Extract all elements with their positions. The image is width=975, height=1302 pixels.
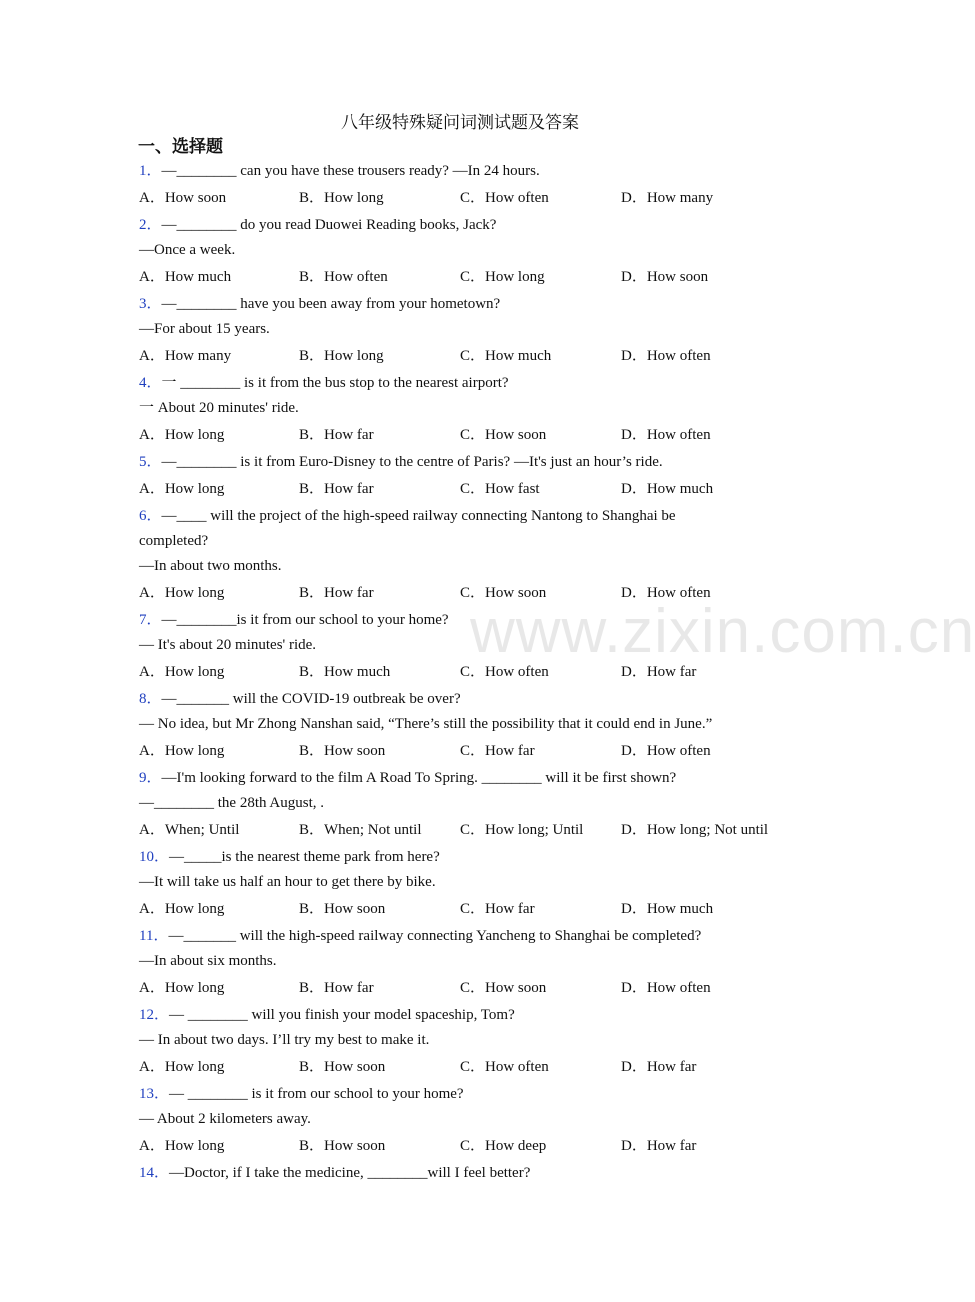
question-number: 4．	[139, 375, 162, 391]
option-c[interactable]: C．How fast	[460, 481, 540, 497]
option-c[interactable]: C．How far	[460, 901, 535, 917]
question-text: —_______ will the COVID-19 outbreak be over?	[161, 691, 461, 707]
question-line	[139, 951, 277, 971]
question-text: — ________ will you finish your model spaceship, Tom?	[169, 1007, 515, 1023]
question-text: —In about two months.	[139, 558, 282, 574]
option-b[interactable]: B．How much	[299, 664, 391, 680]
option-b[interactable]: B．When; Not until	[299, 822, 422, 838]
question-text: —In about six months.	[139, 953, 277, 969]
question-stem	[139, 506, 676, 526]
option-c[interactable]: C．How often	[460, 190, 549, 206]
option-c[interactable]: C．How long	[460, 269, 545, 285]
question-line	[139, 240, 235, 260]
question-stem	[139, 452, 663, 472]
question-line	[139, 793, 324, 813]
section-heading: 一、选择题	[138, 137, 223, 156]
question-line	[139, 531, 208, 551]
question-text: —________ do you read Duowei Reading books, Jack?	[161, 217, 497, 233]
option-d[interactable]: D．How many	[621, 190, 714, 206]
question-stem	[139, 161, 540, 181]
option-b[interactable]: B．How long	[299, 348, 384, 364]
option-d[interactable]: D．How often	[621, 585, 711, 601]
option-c[interactable]: C．How often	[460, 1059, 549, 1075]
question-line	[139, 319, 270, 339]
option-a[interactable]: A．How many	[139, 348, 232, 364]
question-line	[139, 1030, 429, 1050]
question-text: 一 ________ is it from the bus stop to the nearest airport?	[161, 375, 509, 391]
question-text: —I'm looking forward to the film A Road To Spring. ________ will it be first shown?	[161, 770, 677, 786]
question-line	[139, 1109, 311, 1129]
option-c[interactable]: C．How long; Until	[460, 822, 584, 838]
question-text: completed?	[139, 533, 209, 549]
question-number: 7．	[139, 612, 162, 628]
question-text: — ________ is it from our school to your home?	[169, 1086, 464, 1102]
question-number: 8．	[139, 691, 162, 707]
question-number: 11．	[139, 928, 169, 944]
option-c[interactable]: C．How far	[460, 743, 535, 759]
question-stem	[139, 926, 701, 946]
option-b[interactable]: B．How soon	[299, 743, 386, 759]
option-d[interactable]: D．How long; Not until	[621, 822, 769, 838]
question-line	[139, 398, 299, 418]
option-a[interactable]: A．How long	[139, 743, 225, 759]
option-b[interactable]: B．How often	[299, 269, 388, 285]
watermark: www.zixin.com.cn	[470, 597, 975, 666]
option-b[interactable]: B．How far	[299, 980, 374, 996]
question-stem	[139, 294, 500, 314]
question-text: — It's about 20 minutes' ride.	[139, 637, 317, 653]
question-text: — No idea, but Mr Zhong Nanshan said, “There’s still the possibility that it could end in June.”	[139, 716, 713, 732]
question-stem	[139, 847, 440, 867]
option-b[interactable]: B．How soon	[299, 1138, 386, 1154]
option-a[interactable]: A．How long	[139, 1138, 225, 1154]
option-a[interactable]: A．How long	[139, 664, 225, 680]
option-d[interactable]: D．How often	[621, 427, 711, 443]
question-text: —Once a week.	[139, 242, 236, 258]
question-text: —________ have you been away from your hometown?	[161, 296, 501, 312]
question-number: 13．	[139, 1086, 170, 1102]
option-c[interactable]: C．How deep	[460, 1138, 547, 1154]
option-d[interactable]: D．How far	[621, 1059, 697, 1075]
option-c[interactable]: C．How soon	[460, 980, 547, 996]
option-a[interactable]: A．How long	[139, 901, 225, 917]
option-a[interactable]: A．When; Until	[139, 822, 240, 838]
question-text: —________is it from our school to your home?	[161, 612, 449, 628]
question-stem	[139, 373, 509, 393]
option-a[interactable]: A．How long	[139, 585, 225, 601]
question-line	[139, 872, 436, 892]
question-number: 6．	[139, 508, 162, 524]
question-line	[139, 714, 712, 734]
question-stem	[139, 689, 461, 709]
option-a[interactable]: A．How long	[139, 1059, 225, 1075]
page-title: 八年级特殊疑问词测试题及答案	[341, 113, 579, 132]
question-text: —________ is it from Euro-Disney to the centre of Paris? —It's just an hour’s ride.	[161, 454, 663, 470]
question-text: —It will take us half an hour to get there by bike.	[139, 874, 436, 890]
question-number: 9．	[139, 770, 162, 786]
option-a[interactable]: A．How long	[139, 481, 225, 497]
option-d[interactable]: D．How often	[621, 743, 711, 759]
question-text: — About 2 kilometers away.	[139, 1111, 311, 1127]
question-text: —_____is the nearest theme park from here?	[169, 849, 440, 865]
option-c[interactable]: C．How soon	[460, 427, 547, 443]
option-a[interactable]: A．How soon	[139, 190, 227, 206]
question-number: 10．	[139, 849, 170, 865]
option-b[interactable]: B．How long	[299, 190, 384, 206]
option-b[interactable]: B．How soon	[299, 1059, 386, 1075]
option-d[interactable]: D．How often	[621, 348, 711, 364]
question-number: 1．	[139, 163, 162, 179]
option-d[interactable]: D．How much	[621, 901, 714, 917]
option-a[interactable]: A．How long	[139, 427, 225, 443]
question-stem	[139, 1163, 530, 1183]
option-d[interactable]: D．How far	[621, 1138, 697, 1154]
option-d[interactable]: D．How far	[621, 664, 697, 680]
question-number: 2．	[139, 217, 162, 233]
question-number: 5．	[139, 454, 162, 470]
option-a[interactable]: A．How much	[139, 269, 232, 285]
question-stem	[139, 610, 449, 630]
option-b[interactable]: B．How soon	[299, 901, 386, 917]
option-b[interactable]: B．How far	[299, 481, 374, 497]
question-stem	[139, 1084, 464, 1104]
question-stem	[139, 768, 676, 788]
question-number: 14．	[139, 1165, 170, 1181]
question-stem	[139, 1005, 515, 1025]
option-c[interactable]: C．How much	[460, 348, 552, 364]
question-text: —____ will the project of the high-speed railway connecting Nantong to Shanghai be	[161, 508, 676, 524]
question-text: —________ can you have these trousers ready? —In 24 hours.	[161, 163, 540, 179]
question-text: —________ the 28th August, .	[139, 795, 325, 811]
option-d[interactable]: D．How soon	[621, 269, 709, 285]
option-b[interactable]: B．How far	[299, 427, 374, 443]
question-text: — In about two days. I’ll try my best to make it.	[139, 1032, 430, 1048]
question-text: 一 About 20 minutes' ride.	[139, 400, 299, 416]
question-stem	[139, 215, 496, 235]
option-d[interactable]: D．How much	[621, 481, 714, 497]
question-line	[139, 635, 316, 655]
question-number: 3．	[139, 296, 162, 312]
option-b[interactable]: B．How far	[299, 585, 374, 601]
question-line	[139, 556, 282, 576]
option-a[interactable]: A．How long	[139, 980, 225, 996]
option-d[interactable]: D．How often	[621, 980, 711, 996]
option-c[interactable]: C．How soon	[460, 585, 547, 601]
question-text: —Doctor, if I take the medicine, ________will I feel better?	[169, 1165, 531, 1181]
question-number: 12．	[139, 1007, 170, 1023]
option-c[interactable]: C．How often	[460, 664, 549, 680]
question-text: —For about 15 years.	[139, 321, 270, 337]
question-text: —_______ will the high-speed railway connecting Yancheng to Shanghai be completed?	[168, 928, 702, 944]
